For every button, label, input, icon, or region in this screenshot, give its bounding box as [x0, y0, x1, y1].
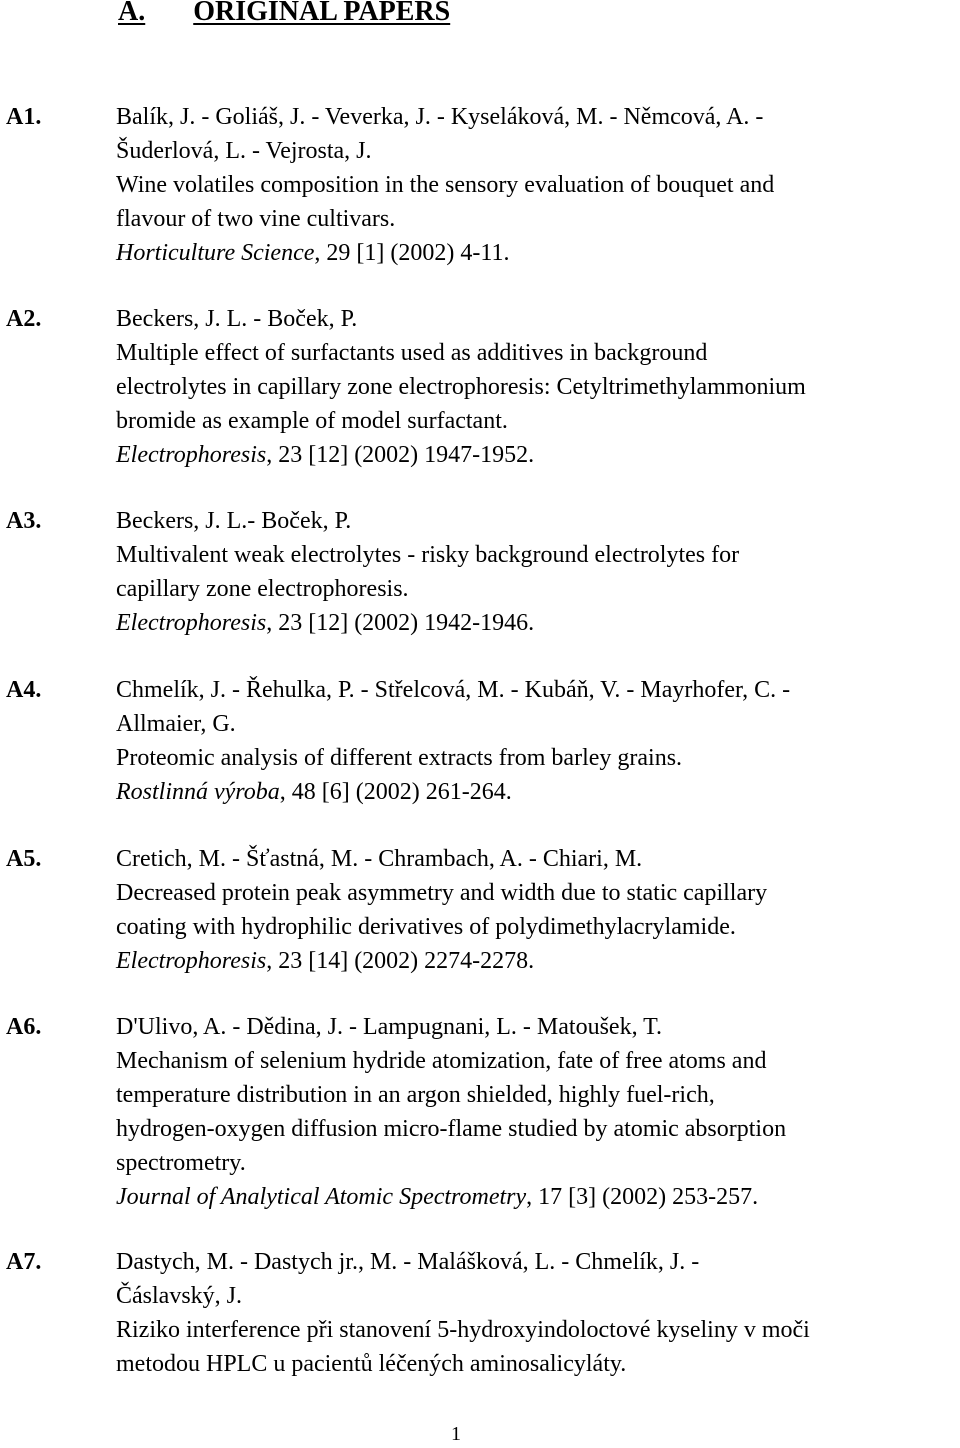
- entry-title: bromide as example of model surfactant.: [116, 408, 508, 434]
- entry-authors: Čáslavský, J.: [116, 1283, 242, 1309]
- entry-citation-line: [116, 236, 956, 270]
- entry-body: [116, 1010, 956, 1214]
- entry-journal: Rostlinná výroba: [116, 779, 280, 805]
- entry-body: [116, 302, 956, 472]
- entry-journal: Electrophoresis: [116, 610, 267, 636]
- entry-journal: Electrophoresis: [116, 442, 267, 468]
- entry-title: Proteomic analysis of different extracts from barley grains.: [116, 745, 683, 771]
- entry-title: metodou HPLC u pacientů léčených aminosalicyláty.: [116, 1351, 627, 1377]
- entry-citation-line: [116, 1180, 956, 1214]
- entry-citation: , 23 [12] (2002) 1942-1946.: [266, 610, 535, 636]
- entry-journal: Journal of Analytical Atomic Spectrometry: [116, 1184, 527, 1210]
- entry-citation-line: [116, 944, 956, 978]
- entry-journal: Horticulture Science: [116, 240, 315, 266]
- entry-title: spectrometry.: [116, 1150, 246, 1176]
- entry-title: coating with hydrophilic derivatives of polydimethylacrylamide.: [116, 914, 736, 940]
- page-number: 1: [451, 1423, 461, 1445]
- entry-citation-line: [116, 775, 956, 809]
- entry-citation: , 23 [14] (2002) 2274-2278.: [266, 948, 535, 974]
- entry-authors: Dastych, M. - Dastych jr., M. - Malášková, L. - Chmelík, J. -: [116, 1249, 700, 1275]
- entry-label: A6.: [6, 1014, 42, 1040]
- entry-citation: , 23 [12] (2002) 1947-1952.: [266, 442, 535, 468]
- entry-citation-line: [116, 438, 956, 472]
- entry-authors: Beckers, J. L. - Boček, P.: [116, 306, 358, 332]
- entry-label: A2.: [6, 306, 42, 332]
- entry-journal: Electrophoresis: [116, 948, 267, 974]
- entry-title: Multiple effect of surfactants used as additives in background: [116, 340, 708, 366]
- entry-title: capillary zone electrophoresis.: [116, 576, 409, 602]
- entry-authors: Allmaier, G.: [116, 711, 236, 737]
- entry-citation-line: [116, 606, 956, 640]
- entry-label: A4.: [6, 677, 42, 703]
- section-heading: [118, 0, 450, 30]
- entry-citation: , 48 [6] (2002) 261-264.: [279, 779, 512, 805]
- entry-citation: , 17 [3] (2002) 253-257.: [526, 1184, 759, 1210]
- entry-authors: Balík, J. - Goliáš, J. - Veverka, J. - Kyseláková, M. - Němcová, A. -: [116, 104, 764, 130]
- entry-label: A7.: [6, 1249, 42, 1275]
- entry-title: Wine volatiles composition in the sensory evaluation of bouquet and: [116, 172, 775, 198]
- entry-title: temperature distribution in an argon shielded, highly fuel-rich,: [116, 1082, 715, 1108]
- entry-body: [116, 100, 956, 270]
- entry-authors: Cretich, M. - Šťastná, M. - Chrambach, A. - Chiari, M.: [116, 846, 643, 872]
- entry-title: Mechanism of selenium hydride atomization, fate of free atoms and: [116, 1048, 767, 1074]
- entry-title: Multivalent weak electrolytes - risky background electrolytes for: [116, 542, 740, 568]
- entry-authors: Chmelík, J. - Řehulka, P. - Střelcová, M. - Kubáň, V. - Mayrhofer, C. -: [116, 677, 791, 703]
- section-letter: A.: [118, 0, 146, 27]
- entry-body: [116, 673, 956, 809]
- entry-label: A3.: [6, 508, 42, 534]
- entry-label: A5.: [6, 846, 42, 872]
- entry-title: Decreased protein peak asymmetry and width due to static capillary: [116, 880, 768, 906]
- entry-authors: D'Ulivo, A. - Dědina, J. - Lampugnani, L. - Matoušek, T.: [116, 1014, 663, 1040]
- entry-title: hydrogen-oxygen diffusion micro-flame studied by atomic absorption: [116, 1116, 787, 1142]
- entry-body: [116, 1245, 956, 1381]
- entry-title: electrolytes in capillary zone electrophoresis: Cetyltrimethylammonium: [116, 374, 806, 400]
- entry-citation: , 29 [1] (2002) 4-11.: [314, 240, 510, 266]
- entry-authors: Beckers, J. L.- Boček, P.: [116, 508, 352, 534]
- entry-body: [116, 842, 956, 978]
- entry-label: A1.: [6, 104, 42, 130]
- section-title: ORIGINAL PAPERS: [193, 0, 451, 27]
- entry-title: flavour of two vine cultivars.: [116, 206, 396, 232]
- entry-body: [116, 504, 956, 640]
- entry-authors: Šuderlová, L. - Vejrosta, J.: [116, 138, 372, 164]
- entry-title: Riziko interference při stanovení 5-hydroxyindoloctové kyseliny v moči: [116, 1317, 810, 1343]
